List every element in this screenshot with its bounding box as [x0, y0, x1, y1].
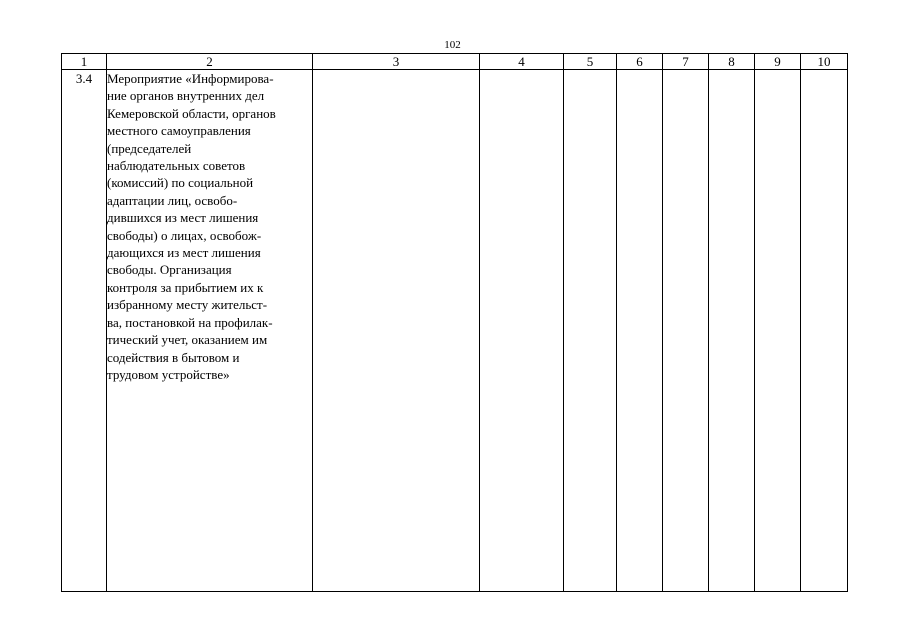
- measures-table: [61, 53, 848, 592]
- empty-cell: [617, 70, 663, 592]
- empty-cell: [313, 70, 480, 592]
- column-header: 7: [663, 54, 709, 70]
- empty-cell: [755, 70, 801, 592]
- table-row: [62, 70, 848, 592]
- column-header: 8: [709, 54, 755, 70]
- measure-description: Мероприятие «Информирова- ние органов внутренних дел Кемеровской области, органов местного самоуправления (председателей наблюдательных советов (комиссий) по социальной адаптации лиц, освобо- дившихся из мест лишения свободы) о лицах, освобож- дающихся из мест лишения свободы. Организация контроля за прибытием их к избранному месту жительст- ва, постановкой на профилак- тический учет, оказанием им содействия в бытовом и трудовом устройстве»: [107, 70, 313, 592]
- empty-cell: [564, 70, 617, 592]
- column-header: 4: [480, 54, 564, 70]
- empty-cell: [480, 70, 564, 592]
- column-number-row: [62, 54, 848, 70]
- column-header: 3: [313, 54, 480, 70]
- column-header: 5: [564, 54, 617, 70]
- column-header: 9: [755, 54, 801, 70]
- empty-cell: [801, 70, 848, 592]
- empty-cell: [709, 70, 755, 592]
- page-number: 102: [444, 39, 461, 51]
- column-header: 6: [617, 54, 663, 70]
- empty-cell: [663, 70, 709, 592]
- column-header: 2: [107, 54, 313, 70]
- column-header: 10: [801, 54, 848, 70]
- row-number: 3.4: [62, 70, 107, 592]
- column-header: 1: [62, 54, 107, 70]
